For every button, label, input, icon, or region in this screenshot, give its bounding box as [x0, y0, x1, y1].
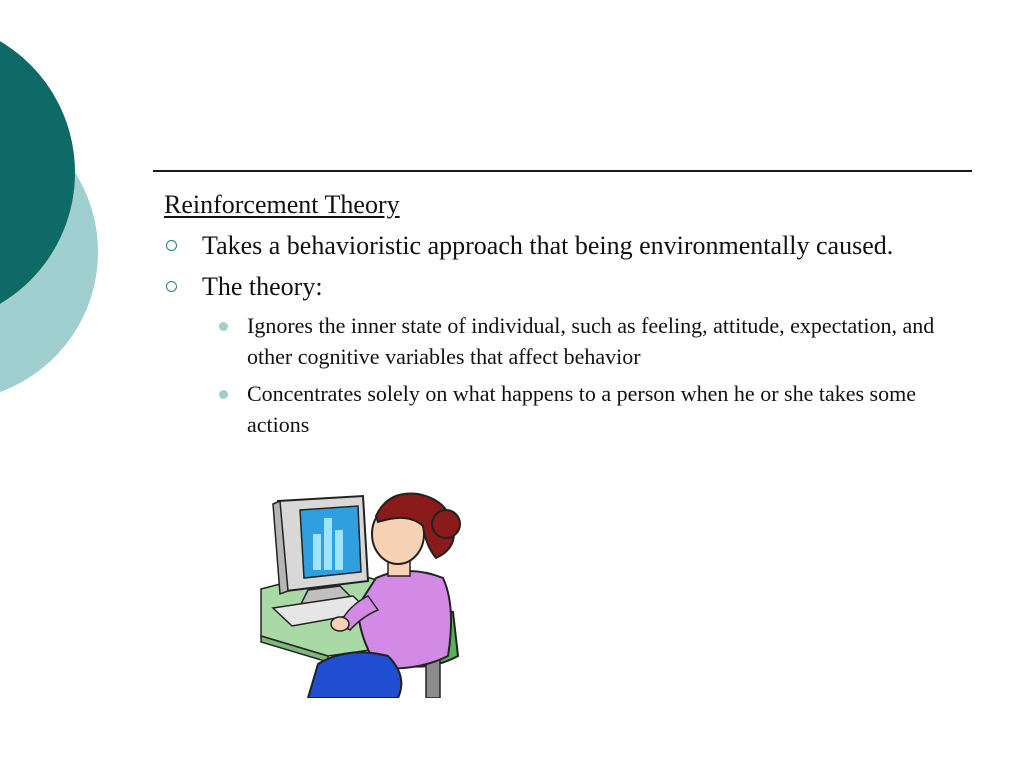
bullet-text: The theory: [202, 272, 323, 301]
sub-bullet-text: Concentrates solely on what happens to a person when he or she takes some actions [247, 381, 916, 437]
hollow-circle-bullet-icon [166, 240, 177, 251]
filled-dot-bullet-icon [219, 322, 228, 331]
sub-bullet-text: Ignores the inner state of individual, such as feeling, attitude, expectation, and other cognitive variables that affect behavior [247, 313, 935, 369]
bullet-point [164, 270, 964, 304]
filled-dot-bullet-icon [219, 390, 228, 399]
slide-heading: Reinforcement Theory [164, 190, 400, 219]
title-divider [153, 170, 972, 172]
bullet-point [164, 229, 964, 263]
slide-body [164, 188, 964, 440]
woman-at-computer-icon [258, 486, 473, 698]
hollow-circle-bullet-icon [166, 281, 177, 292]
bullet-text: Takes a behavioristic approach that being environmentally caused. [202, 231, 894, 260]
sub-bullet-point [164, 378, 964, 440]
sub-bullet-point [164, 310, 964, 372]
